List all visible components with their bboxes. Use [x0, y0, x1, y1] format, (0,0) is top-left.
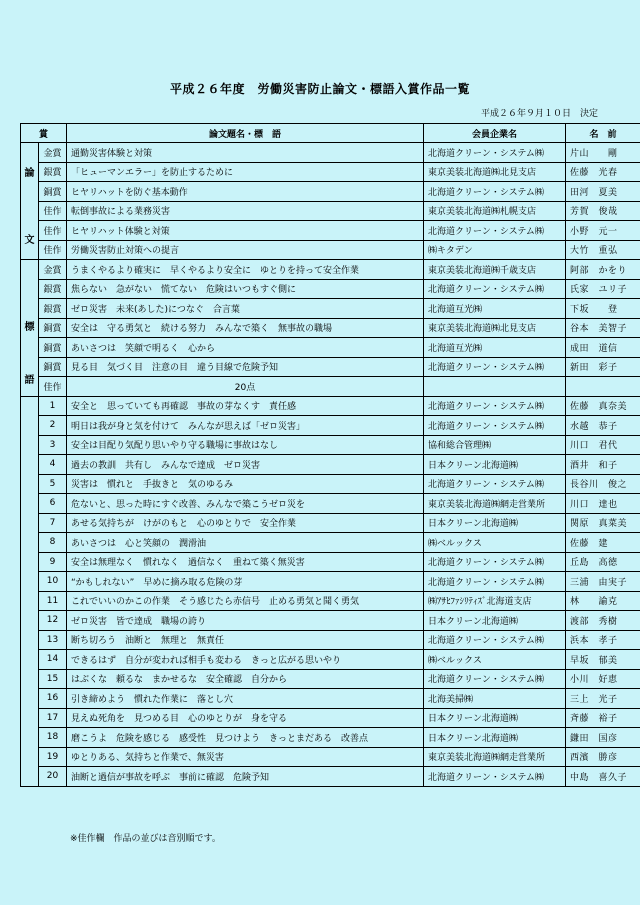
company-cell: 北海道クリーン・システム㈱ — [424, 572, 566, 592]
kasaku-row — [21, 650, 640, 670]
prize-cell: 銀賞 — [39, 279, 67, 299]
name-cell: 成田 道信 — [566, 338, 640, 358]
name-cell: 川口 君代 — [566, 435, 640, 455]
company-cell: ㈱ベルックス — [424, 650, 566, 670]
name-cell: 佐藤 建 — [566, 533, 640, 553]
kasaku-row — [21, 767, 640, 787]
company-cell — [424, 377, 566, 397]
work-cell: はぶくな 頼るな まかせるな 安全確認 自分から — [67, 669, 424, 689]
number-cell: 1 — [39, 396, 67, 416]
work-cell: ヒヤリハット体験と対策 — [67, 221, 424, 241]
header-row — [21, 124, 640, 143]
company-cell: 北海道クリーン・システム㈱ — [424, 396, 566, 416]
section-label-blank — [21, 396, 39, 786]
name-cell: 佐藤 真奈美 — [566, 396, 640, 416]
work-cell: “かもしれない” 早めに摘み取る危険の芽 — [67, 572, 424, 592]
section-label-ronbun — [21, 143, 39, 260]
ronbun-row — [21, 240, 640, 260]
number-cell: 2 — [39, 416, 67, 436]
kasaku-count: 20点 — [67, 377, 424, 397]
number-cell: 7 — [39, 513, 67, 533]
company-cell: 北海道クリーン・システム㈱ — [424, 767, 566, 787]
work-cell: 見えぬ死角を 見つめる目 心のゆとりが 身を守る — [67, 708, 424, 728]
hyogo-row — [21, 279, 640, 299]
company-cell: 北海道クリーン・システム㈱ — [424, 416, 566, 436]
prize-cell: 金賞 — [39, 260, 67, 280]
number-cell: 11 — [39, 591, 67, 611]
work-cell: 引き締めよう 慣れた作業に 落とし穴 — [67, 689, 424, 709]
number-cell: 20 — [39, 767, 67, 787]
name-cell: 片山 剛 — [566, 143, 640, 163]
kasaku-row — [21, 533, 640, 553]
kasaku-row — [21, 552, 640, 572]
name-cell: 斉藤 裕子 — [566, 708, 640, 728]
ronbun-row — [21, 182, 640, 202]
prize-cell: 佳作 — [39, 221, 67, 241]
kasaku-row — [21, 396, 640, 416]
number-cell: 6 — [39, 494, 67, 514]
header-work: 論文題名・標 語 — [67, 124, 424, 143]
number-cell: 12 — [39, 611, 67, 631]
company-cell: 北海道クリーン・システム㈱ — [424, 279, 566, 299]
work-cell: 焦らない 急がない 慌てない 危険はいつもすぐ側に — [67, 279, 424, 299]
work-cell: ヒヤリハットを防ぐ基本動作 — [67, 182, 424, 202]
company-cell: 東京美装北海道㈱札幌支店 — [424, 201, 566, 221]
prize-cell: 佳作 — [39, 377, 67, 397]
company-cell: 東京美装北海道㈱千歳支店 — [424, 260, 566, 280]
hyogo-row — [21, 318, 640, 338]
decision-date: 平成２６年９月１０日 決定 — [480, 109, 598, 119]
name-cell: 水越 恭子 — [566, 416, 640, 436]
company-cell: 北海道互光㈱ — [424, 299, 566, 319]
kasaku-header-row — [21, 377, 640, 397]
work-cell: 災害は 慣れと 手抜きと 気のゆるみ — [67, 474, 424, 494]
kasaku-row — [21, 494, 640, 514]
name-cell: 佐藤 光春 — [566, 162, 640, 182]
company-cell: 北海道クリーン・システム㈱ — [424, 552, 566, 572]
kasaku-row — [21, 513, 640, 533]
work-cell: 断ち切ろう 油断と 無理と 無責任 — [67, 630, 424, 650]
work-cell: 安全は無理なく 慣れなく 過信なく 重ねて築く無災害 — [67, 552, 424, 572]
name-cell: 谷本 美智子 — [566, 318, 640, 338]
work-cell: あいさつは 笑顔で明るく 心から — [67, 338, 424, 358]
name-cell — [566, 377, 640, 397]
number-cell: 17 — [39, 708, 67, 728]
header-name: 名 前 — [566, 124, 640, 143]
kasaku-row — [21, 708, 640, 728]
footnote: ※佳作欄 作品の並びは音別順です。 — [70, 834, 221, 844]
work-cell: できるはず 自分が変われば相手も変わる きっと広がる思いやり — [67, 650, 424, 670]
work-cell: 危ないと、思った時にすぐ改善、みんなで築こうゼロ災を — [67, 494, 424, 514]
work-cell: うまくやるより確実に 早くやるより安全に ゆとりを持って安全作業 — [67, 260, 424, 280]
company-cell: 日本クリーン北海道㈱ — [424, 611, 566, 631]
kasaku-row — [21, 474, 640, 494]
name-cell: 三上 光子 — [566, 689, 640, 709]
number-cell: 14 — [39, 650, 67, 670]
company-cell: 北海道クリーン・システム㈱ — [424, 669, 566, 689]
work-cell: 安全と 思っていても再確認 事故の芽なくす 責任感 — [67, 396, 424, 416]
name-cell: 氏家 ユリ子 — [566, 279, 640, 299]
name-cell: 渡部 秀樹 — [566, 611, 640, 631]
work-cell: あいさつは 心と笑顔の 潤滑油 — [67, 533, 424, 553]
company-cell: ㈱ベルックス — [424, 533, 566, 553]
company-cell: 北海道クリーン・システム㈱ — [424, 357, 566, 377]
prize-cell: 銀賞 — [39, 299, 67, 319]
prize-cell: 銀賞 — [39, 162, 67, 182]
ronbun-row — [21, 221, 640, 241]
header-company: 会員企業名 — [424, 124, 566, 143]
work-cell: 転倒事故による業務災害 — [67, 201, 424, 221]
company-cell: 北海道クリーン・システム㈱ — [424, 143, 566, 163]
prize-cell: 佳作 — [39, 201, 67, 221]
number-cell: 15 — [39, 669, 67, 689]
name-cell: 中島 喜久子 — [566, 767, 640, 787]
company-cell: 北海美掃㈱ — [424, 689, 566, 709]
name-cell: 下坂 登 — [566, 299, 640, 319]
number-cell: 5 — [39, 474, 67, 494]
number-cell: 18 — [39, 728, 67, 748]
name-cell: 田河 夏美 — [566, 182, 640, 202]
kasaku-row — [21, 435, 640, 455]
section-label-hyogo — [21, 260, 39, 397]
company-cell: 北海道クリーン・システム㈱ — [424, 182, 566, 202]
number-cell: 9 — [39, 552, 67, 572]
work-cell: あせる気持ちが けがのもと 心のゆとりで 安全作業 — [67, 513, 424, 533]
ronbun-row — [21, 201, 640, 221]
number-cell: 19 — [39, 747, 67, 767]
section-char-1: 標 — [24, 322, 35, 333]
prize-cell: 銅賞 — [39, 338, 67, 358]
prize-cell: 銅賞 — [39, 182, 67, 202]
page-title: 平成２６年度 労働災害防止論文・標語入賞作品一覧 — [169, 82, 470, 96]
hyogo-row — [21, 260, 640, 280]
company-cell: 日本クリーン北海道㈱ — [424, 728, 566, 748]
kasaku-row — [21, 630, 640, 650]
prize-cell: 佳作 — [39, 240, 67, 260]
work-cell: ゼロ災害 未来(あした)につなぐ 合言葉 — [67, 299, 424, 319]
name-cell: 丘島 高徳 — [566, 552, 640, 572]
name-cell: 浜本 孝子 — [566, 630, 640, 650]
work-cell: 磨こうよ 危険を感じる 感受性 見つけよう きっとまだある 改善点 — [67, 728, 424, 748]
company-cell: ㈱ｱｻﾋﾌｧｼﾘﾃｨｽﾞ北海道支店 — [424, 591, 566, 611]
section-char-2: 文 — [24, 235, 35, 246]
company-cell: 日本クリーン北海道㈱ — [424, 708, 566, 728]
company-cell: 北海道クリーン・システム㈱ — [424, 474, 566, 494]
name-cell: 阿部 かをり — [566, 260, 640, 280]
name-cell: 三浦 由実子 — [566, 572, 640, 592]
company-cell: 東京美装北海道㈱網走営業所 — [424, 747, 566, 767]
hyogo-row — [21, 357, 640, 377]
ronbun-row — [21, 162, 640, 182]
name-cell: 酒井 和子 — [566, 455, 640, 475]
prize-cell: 銅賞 — [39, 357, 67, 377]
name-cell: 大竹 重弘 — [566, 240, 640, 260]
kasaku-row — [21, 728, 640, 748]
company-cell: 北海道互光㈱ — [424, 338, 566, 358]
name-cell: 鎌田 国彦 — [566, 728, 640, 748]
work-cell: 通勤災害体験と対策 — [67, 143, 424, 163]
company-cell: 日本クリーン北海道㈱ — [424, 455, 566, 475]
kasaku-row — [21, 572, 640, 592]
section-char-2: 語 — [24, 375, 35, 386]
kasaku-row — [21, 669, 640, 689]
work-cell: 安全は 守る勇気と 続ける努力 みんなで築く 無事故の職場 — [67, 318, 424, 338]
ronbun-row — [21, 143, 640, 163]
name-cell: 西濱 勝彦 — [566, 747, 640, 767]
work-cell: 安全は目配り気配り思いやり守る職場に事故はなし — [67, 435, 424, 455]
name-cell: 小川 好恵 — [566, 669, 640, 689]
kasaku-row — [21, 416, 640, 436]
work-cell: ゼロ災害 皆で達成 職場の誇り — [67, 611, 424, 631]
work-cell: これでいいのかこの作業 そう感じたら赤信号 止める勇気と聞く勇気 — [67, 591, 424, 611]
kasaku-row — [21, 591, 640, 611]
number-cell: 4 — [39, 455, 67, 475]
section-char-1: 論 — [24, 168, 35, 179]
kasaku-row — [21, 611, 640, 631]
company-cell: 北海道クリーン・システム㈱ — [424, 630, 566, 650]
name-cell: 長谷川 俊之 — [566, 474, 640, 494]
name-cell: 小野 元一 — [566, 221, 640, 241]
name-cell: 関原 真菜美 — [566, 513, 640, 533]
company-cell: 日本クリーン北海道㈱ — [424, 513, 566, 533]
company-cell: 北海道クリーン・システム㈱ — [424, 221, 566, 241]
prize-cell: 金賞 — [39, 143, 67, 163]
name-cell: 芳賀 俊哉 — [566, 201, 640, 221]
number-cell: 16 — [39, 689, 67, 709]
number-cell: 13 — [39, 630, 67, 650]
kasaku-row — [21, 747, 640, 767]
work-cell: 明日は我が身と気を付けて みんなが思えば「ゼロ災害」 — [67, 416, 424, 436]
work-cell: 「ヒューマンエラー」を防止するために — [67, 162, 424, 182]
company-cell: 協和総合管理㈱ — [424, 435, 566, 455]
prize-cell: 銅賞 — [39, 318, 67, 338]
work-cell: ゆとりある、気持ちと作業で、無災害 — [67, 747, 424, 767]
company-cell: 東京美装北海道㈱北見支店 — [424, 318, 566, 338]
work-cell: 労働災害防止対策への提言 — [67, 240, 424, 260]
number-cell: 8 — [39, 533, 67, 553]
work-cell: 油断と過信が事故を呼ぶ 事前に確認 危険予知 — [67, 767, 424, 787]
name-cell: 川口 達也 — [566, 494, 640, 514]
number-cell: 10 — [39, 572, 67, 592]
header-prize: 賞 — [21, 124, 67, 143]
name-cell: 林 諭克 — [566, 591, 640, 611]
work-cell: 過去の教訓 共有し みんなで達成 ゼロ災害 — [67, 455, 424, 475]
kasaku-row — [21, 689, 640, 709]
awards-table — [20, 123, 640, 787]
name-cell: 早坂 郁美 — [566, 650, 640, 670]
kasaku-row — [21, 455, 640, 475]
work-cell: 見る目 気づく目 注意の目 違う目線で危険予知 — [67, 357, 424, 377]
hyogo-row — [21, 299, 640, 319]
company-cell: 東京美装北海道㈱網走営業所 — [424, 494, 566, 514]
company-cell: ㈱キタデン — [424, 240, 566, 260]
number-cell: 3 — [39, 435, 67, 455]
name-cell: 新田 彩子 — [566, 357, 640, 377]
company-cell: 東京美装北海道㈱北見支店 — [424, 162, 566, 182]
hyogo-row — [21, 338, 640, 358]
